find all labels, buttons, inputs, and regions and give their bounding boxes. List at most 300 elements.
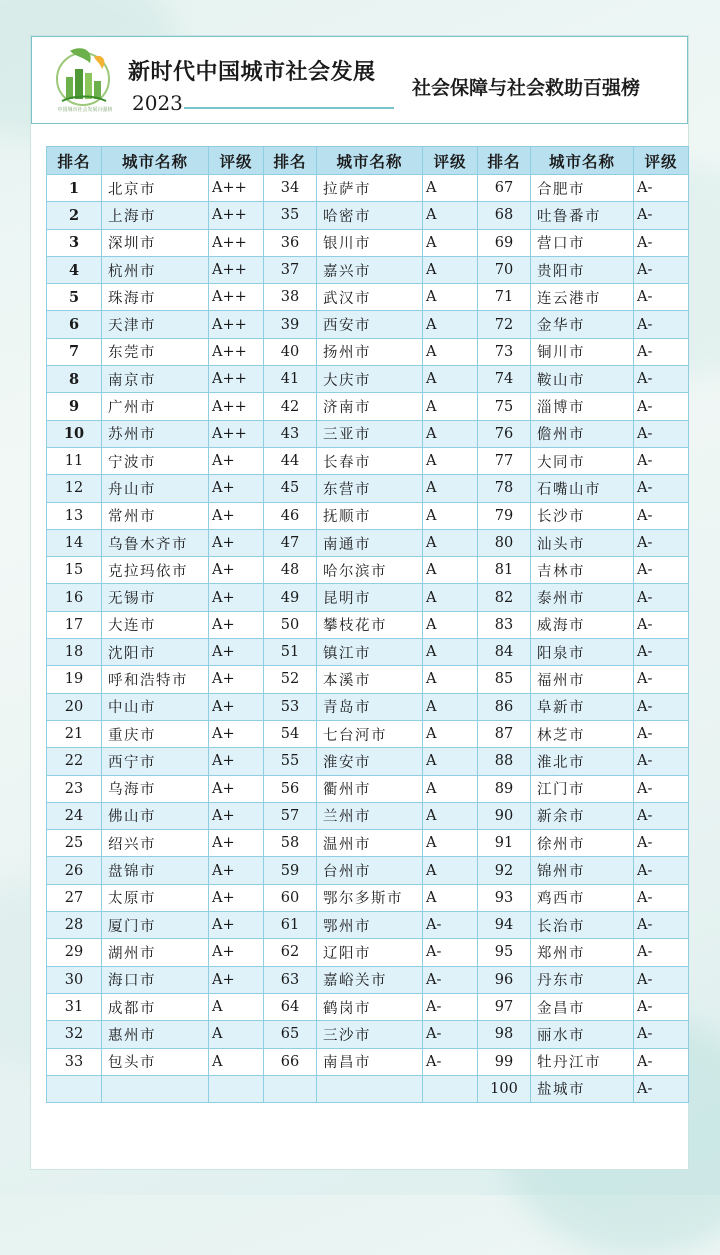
grade-cell: A+ (209, 939, 264, 966)
rank-cell: 45 (264, 475, 317, 502)
rank-cell: 46 (264, 502, 317, 529)
grade-cell: A (423, 502, 478, 529)
city-cell: 包头市 (102, 1048, 209, 1075)
table-row (47, 229, 689, 256)
grade-cell: A (423, 175, 478, 202)
city-cell: 淄博市 (531, 393, 634, 420)
grade-cell: A- (634, 830, 689, 857)
rank-cell: 11 (47, 447, 102, 474)
grade-cell: A (209, 1021, 264, 1048)
city-cell: 银川市 (317, 229, 423, 256)
table-row (47, 939, 689, 966)
grade-cell: A (423, 830, 478, 857)
grade-cell: A+ (209, 557, 264, 584)
grade-cell: A- (634, 284, 689, 311)
grade-cell (423, 1075, 478, 1102)
city-cell: 珠海市 (102, 284, 209, 311)
city-cell: 盘锦市 (102, 857, 209, 884)
city-cell: 青岛市 (317, 693, 423, 720)
city-cell: 呼和浩特市 (102, 666, 209, 693)
city-cell: 鄂尔多斯市 (317, 884, 423, 911)
city-cell: 威海市 (531, 611, 634, 638)
city-cell: 大同市 (531, 447, 634, 474)
grade-cell: A++ (209, 366, 264, 393)
rank-cell: 78 (478, 475, 531, 502)
grade-cell: A (423, 256, 478, 283)
grade-cell: A (423, 393, 478, 420)
rank-cell: 66 (264, 1048, 317, 1075)
grade-cell: A- (634, 475, 689, 502)
grade-cell: A- (634, 748, 689, 775)
city-cell: 丽水市 (531, 1021, 634, 1048)
table-row (47, 502, 689, 529)
grade-cell: A- (634, 502, 689, 529)
rank-cell: 44 (264, 447, 317, 474)
grade-cell: A- (634, 366, 689, 393)
rank-cell: 2 (47, 202, 102, 229)
rank-cell: 6 (47, 311, 102, 338)
city-cell: 哈尔滨市 (317, 557, 423, 584)
city-cell: 鹤岗市 (317, 993, 423, 1020)
rank-cell: 7 (47, 338, 102, 365)
city-cell: 郑州市 (531, 939, 634, 966)
city-cell: 深圳市 (102, 229, 209, 256)
city-cell: 江门市 (531, 775, 634, 802)
column-header: 城市名称 (102, 147, 209, 175)
city-cell: 绍兴市 (102, 830, 209, 857)
rank-cell: 77 (478, 447, 531, 474)
column-header: 城市名称 (317, 147, 423, 175)
grade-cell: A+ (209, 802, 264, 829)
grade-cell: A (423, 639, 478, 666)
rank-cell: 37 (264, 256, 317, 283)
rank-cell: 87 (478, 720, 531, 747)
header-banner (31, 36, 688, 124)
grade-cell: A- (423, 939, 478, 966)
rank-cell: 86 (478, 693, 531, 720)
grade-cell: A- (634, 802, 689, 829)
city-cell: 西安市 (317, 311, 423, 338)
rank-cell: 70 (478, 256, 531, 283)
list-title: 社会保障与社会救助百强榜 (412, 77, 641, 99)
rank-cell: 4 (47, 256, 102, 283)
city-cell: 无锡市 (102, 584, 209, 611)
rank-cell: 48 (264, 557, 317, 584)
city-cell: 东营市 (317, 475, 423, 502)
city-cell: 乌鲁木齐市 (102, 529, 209, 556)
rank-cell: 93 (478, 884, 531, 911)
grade-cell: A- (634, 393, 689, 420)
grade-cell: A- (634, 529, 689, 556)
grade-cell: A (423, 529, 478, 556)
rank-cell: 40 (264, 338, 317, 365)
grade-cell: A (209, 1048, 264, 1075)
column-header: 评级 (423, 147, 478, 175)
grade-cell: A- (634, 420, 689, 447)
grade-cell: A++ (209, 229, 264, 256)
city-cell: 阳泉市 (531, 639, 634, 666)
city-cell: 成都市 (102, 993, 209, 1020)
city-cell: 嘉兴市 (317, 256, 423, 283)
grade-cell: A (423, 611, 478, 638)
grade-cell: A (423, 802, 478, 829)
rank-cell: 83 (478, 611, 531, 638)
grade-cell: A++ (209, 284, 264, 311)
city-cell: 衢州市 (317, 775, 423, 802)
rank-cell: 41 (264, 366, 317, 393)
grade-cell: A+ (209, 884, 264, 911)
city-cell: 太原市 (102, 884, 209, 911)
column-header: 评级 (209, 147, 264, 175)
rank-cell: 43 (264, 420, 317, 447)
grade-cell: A (423, 666, 478, 693)
rank-cell: 1 (47, 175, 102, 202)
rank-cell: 47 (264, 529, 317, 556)
city-cell: 新余市 (531, 802, 634, 829)
city-cell: 鸡西市 (531, 884, 634, 911)
rank-cell: 8 (47, 366, 102, 393)
city-cell: 抚顺市 (317, 502, 423, 529)
rank-cell: 5 (47, 284, 102, 311)
city-cell: 淮北市 (531, 748, 634, 775)
rank-cell: 75 (478, 393, 531, 420)
rank-cell: 88 (478, 748, 531, 775)
grade-cell: A- (634, 311, 689, 338)
table-row (47, 284, 689, 311)
rank-cell: 65 (264, 1021, 317, 1048)
city-cell: 营口市 (531, 229, 634, 256)
grade-cell: A- (634, 1021, 689, 1048)
grade-cell: A (423, 693, 478, 720)
grade-cell: A (423, 857, 478, 884)
rank-cell: 32 (47, 1021, 102, 1048)
city-cell: 南通市 (317, 529, 423, 556)
rank-cell: 81 (478, 557, 531, 584)
city-cell: 拉萨市 (317, 175, 423, 202)
table-row (47, 529, 689, 556)
rank-cell: 96 (478, 966, 531, 993)
rank-cell: 49 (264, 584, 317, 611)
grade-cell: A- (634, 338, 689, 365)
grade-cell: A (423, 748, 478, 775)
rank-cell: 80 (478, 529, 531, 556)
table-row (47, 884, 689, 911)
city-cell: 重庆市 (102, 720, 209, 747)
grade-cell: A (423, 311, 478, 338)
table-row (47, 1048, 689, 1075)
rank-cell: 38 (264, 284, 317, 311)
rank-cell: 10 (47, 420, 102, 447)
rank-cell: 39 (264, 311, 317, 338)
rank-cell: 12 (47, 475, 102, 502)
city-cell: 石嘴山市 (531, 475, 634, 502)
table-row (47, 966, 689, 993)
city-cell: 阜新市 (531, 693, 634, 720)
column-header: 排名 (47, 147, 102, 175)
grade-cell: A+ (209, 966, 264, 993)
city-cell: 东莞市 (102, 338, 209, 365)
city-cell (317, 1075, 423, 1102)
city-cell: 吐鲁番市 (531, 202, 634, 229)
rank-cell: 50 (264, 611, 317, 638)
rank-cell: 18 (47, 639, 102, 666)
city-cell: 盐城市 (531, 1075, 634, 1102)
rank-cell: 59 (264, 857, 317, 884)
table-row (47, 1075, 689, 1102)
city-cell: 温州市 (317, 830, 423, 857)
grade-cell: A- (634, 229, 689, 256)
rank-cell: 89 (478, 775, 531, 802)
grade-cell: A (423, 229, 478, 256)
table-row (47, 584, 689, 611)
grade-cell: A+ (209, 529, 264, 556)
grade-cell: A- (423, 1048, 478, 1075)
city-cell: 三沙市 (317, 1021, 423, 1048)
grade-cell: A++ (209, 175, 264, 202)
rank-cell: 74 (478, 366, 531, 393)
column-header: 评级 (634, 147, 689, 175)
rank-cell: 14 (47, 529, 102, 556)
rank-cell: 82 (478, 584, 531, 611)
grade-cell: A+ (209, 611, 264, 638)
city-cell: 徐州市 (531, 830, 634, 857)
table-row (47, 202, 689, 229)
rank-cell: 33 (47, 1048, 102, 1075)
grade-cell: A- (634, 966, 689, 993)
rank-cell: 22 (47, 748, 102, 775)
grade-cell: A (423, 557, 478, 584)
city-cell: 上海市 (102, 202, 209, 229)
rank-cell: 29 (47, 939, 102, 966)
city-cell: 镇江市 (317, 639, 423, 666)
rank-cell: 76 (478, 420, 531, 447)
grade-cell: A+ (209, 639, 264, 666)
rank-cell: 79 (478, 502, 531, 529)
city-cell: 台州市 (317, 857, 423, 884)
grade-cell: A+ (209, 857, 264, 884)
rank-cell: 57 (264, 802, 317, 829)
rank-cell: 30 (47, 966, 102, 993)
rank-cell: 90 (478, 802, 531, 829)
city-cell: 扬州市 (317, 338, 423, 365)
grade-cell: A- (634, 447, 689, 474)
city-cell: 兰州市 (317, 802, 423, 829)
city-cell: 长沙市 (531, 502, 634, 529)
city-cell: 金华市 (531, 311, 634, 338)
grade-cell: A- (634, 584, 689, 611)
grade-cell (209, 1075, 264, 1102)
city-cell: 武汉市 (317, 284, 423, 311)
rank-cell: 64 (264, 993, 317, 1020)
rank-cell: 60 (264, 884, 317, 911)
rank-cell: 25 (47, 830, 102, 857)
grade-cell: A- (634, 611, 689, 638)
table-row (47, 447, 689, 474)
city-cell: 铜川市 (531, 338, 634, 365)
city-cell: 沈阳市 (102, 639, 209, 666)
city-cell: 丹东市 (531, 966, 634, 993)
city-cell: 汕头市 (531, 529, 634, 556)
grade-cell: A+ (209, 502, 264, 529)
rank-cell: 24 (47, 802, 102, 829)
title-year: 2023 (132, 91, 183, 115)
grade-cell: A+ (209, 775, 264, 802)
grade-cell: A- (423, 912, 478, 939)
table-row (47, 420, 689, 447)
table-row (47, 475, 689, 502)
city-cell: 金昌市 (531, 993, 634, 1020)
rank-cell: 27 (47, 884, 102, 911)
grade-cell: A (423, 720, 478, 747)
city-cell: 昆明市 (317, 584, 423, 611)
rank-cell: 73 (478, 338, 531, 365)
rank-cell: 67 (478, 175, 531, 202)
city-cell: 贵阳市 (531, 256, 634, 283)
grade-cell: A+ (209, 912, 264, 939)
rank-cell: 35 (264, 202, 317, 229)
city-cell: 大连市 (102, 611, 209, 638)
city-cell: 长春市 (317, 447, 423, 474)
grade-cell: A (423, 284, 478, 311)
rank-cell: 42 (264, 393, 317, 420)
grade-cell: A+ (209, 475, 264, 502)
grade-cell: A- (634, 993, 689, 1020)
grade-cell: A- (634, 557, 689, 584)
city-cell (102, 1075, 209, 1102)
city-cell: 吉林市 (531, 557, 634, 584)
rank-cell: 72 (478, 311, 531, 338)
city-cell: 乌海市 (102, 775, 209, 802)
city-cell: 克拉玛依市 (102, 557, 209, 584)
city-cell: 牡丹江市 (531, 1048, 634, 1075)
city-cell: 杭州市 (102, 256, 209, 283)
table-row (47, 256, 689, 283)
table-row (47, 175, 689, 202)
city-cell: 三亚市 (317, 420, 423, 447)
grade-cell: A- (634, 202, 689, 229)
grade-cell: A (423, 447, 478, 474)
rank-cell: 16 (47, 584, 102, 611)
table-row (47, 802, 689, 829)
rank-cell: 13 (47, 502, 102, 529)
rank-cell: 54 (264, 720, 317, 747)
rank-cell: 28 (47, 912, 102, 939)
grade-cell: A++ (209, 420, 264, 447)
grade-cell: A- (634, 857, 689, 884)
rank-cell: 26 (47, 857, 102, 884)
grade-cell: A- (634, 666, 689, 693)
city-cell: 七台河市 (317, 720, 423, 747)
rank-cell: 31 (47, 993, 102, 1020)
grade-cell: A- (634, 1075, 689, 1102)
column-header: 排名 (478, 147, 531, 175)
table-row (47, 748, 689, 775)
city-cell: 惠州市 (102, 1021, 209, 1048)
rank-cell: 17 (47, 611, 102, 638)
city-cell: 合肥市 (531, 175, 634, 202)
grade-cell: A- (634, 693, 689, 720)
table-row (47, 639, 689, 666)
rank-cell: 21 (47, 720, 102, 747)
city-cell: 大庆市 (317, 366, 423, 393)
grade-cell: A- (634, 175, 689, 202)
rank-cell: 95 (478, 939, 531, 966)
table-row (47, 666, 689, 693)
city-cell: 锦州市 (531, 857, 634, 884)
table-row (47, 338, 689, 365)
city-cell: 攀枝花市 (317, 611, 423, 638)
table-row (47, 1021, 689, 1048)
grade-cell: A+ (209, 584, 264, 611)
rank-cell: 97 (478, 993, 531, 1020)
rank-cell: 94 (478, 912, 531, 939)
rank-cell: 91 (478, 830, 531, 857)
grade-cell: A++ (209, 202, 264, 229)
table-row (47, 720, 689, 747)
rank-cell: 15 (47, 557, 102, 584)
city-cell: 淮安市 (317, 748, 423, 775)
rank-cell (47, 1075, 102, 1102)
rank-cell: 20 (47, 693, 102, 720)
grade-cell: A- (634, 639, 689, 666)
city-cell: 西宁市 (102, 748, 209, 775)
city-cell: 儋州市 (531, 420, 634, 447)
grade-cell: A++ (209, 393, 264, 420)
rank-cell: 52 (264, 666, 317, 693)
table-row (47, 775, 689, 802)
city-cell: 林芝市 (531, 720, 634, 747)
city-cell: 福州市 (531, 666, 634, 693)
grade-cell: A- (634, 884, 689, 911)
table-row (47, 311, 689, 338)
rank-cell: 71 (478, 284, 531, 311)
rank-cell: 69 (478, 229, 531, 256)
grade-cell: A (423, 475, 478, 502)
grade-cell: A- (634, 256, 689, 283)
grade-cell: A+ (209, 830, 264, 857)
city-cell: 泰州市 (531, 584, 634, 611)
grade-cell: A- (634, 720, 689, 747)
logo-caption: 中国城市社会发展百强榜 (57, 107, 113, 113)
grade-cell: A (423, 366, 478, 393)
city-cell: 北京市 (102, 175, 209, 202)
grade-cell: A++ (209, 338, 264, 365)
city-cell: 舟山市 (102, 475, 209, 502)
grade-cell: A (209, 993, 264, 1020)
table-header-row (47, 147, 689, 175)
rank-cell: 100 (478, 1075, 531, 1102)
city-cell: 嘉峪关市 (317, 966, 423, 993)
rank-cell: 92 (478, 857, 531, 884)
rank-cell: 19 (47, 666, 102, 693)
city-cell: 鞍山市 (531, 366, 634, 393)
grade-cell: A- (634, 912, 689, 939)
table-row (47, 366, 689, 393)
rank-cell: 85 (478, 666, 531, 693)
city-cell: 常州市 (102, 502, 209, 529)
rank-cell: 9 (47, 393, 102, 420)
grade-cell: A+ (209, 720, 264, 747)
rank-cell: 36 (264, 229, 317, 256)
table-row (47, 393, 689, 420)
city-cell: 宁波市 (102, 447, 209, 474)
grade-cell: A- (634, 775, 689, 802)
city-cell: 辽阳市 (317, 939, 423, 966)
city-cell: 海口市 (102, 966, 209, 993)
rank-cell: 51 (264, 639, 317, 666)
city-cell: 本溪市 (317, 666, 423, 693)
grade-cell: A (423, 584, 478, 611)
